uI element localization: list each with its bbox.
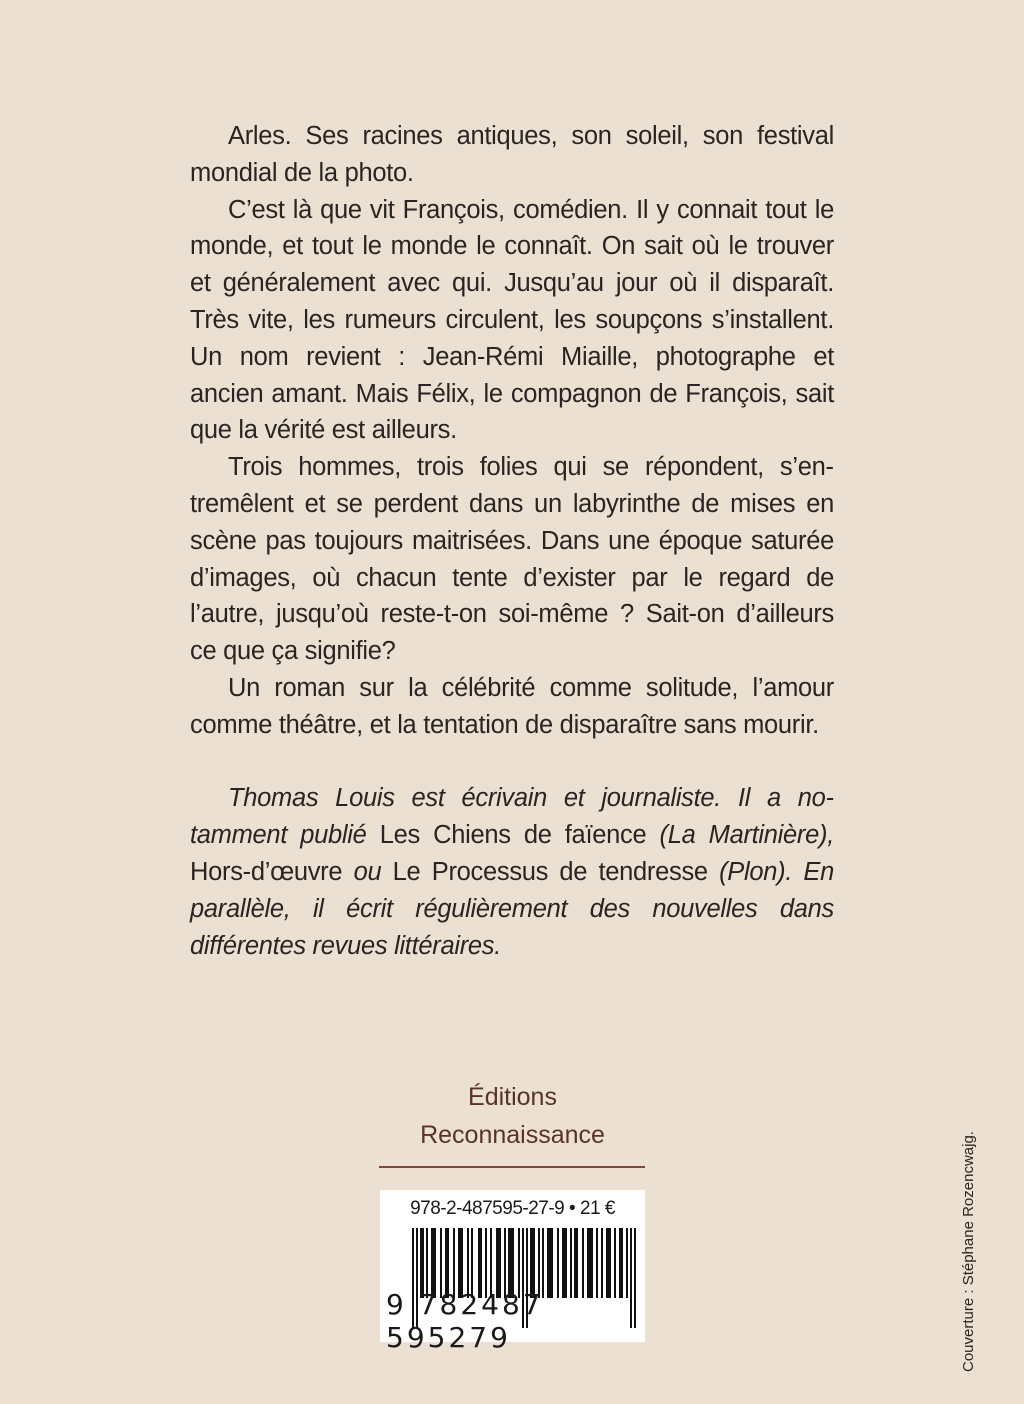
cover-credit: Couverture : Stéphane Rozencwajg. xyxy=(960,1131,977,1372)
bio-text: (Plon). En parallèle, il écrit régulièrement des nouvelles dans différentes revues littéraires. xyxy=(190,857,835,960)
divider xyxy=(379,1166,645,1168)
back-cover-text xyxy=(190,118,834,964)
blurb-paragraph-3: Trois hommes, trois folies qui se répondent, s’entremêlent et se perdent dans un labyrinthe de mises en scène pas toujours maitrisées. Dans une époque saturée d’images, où chacun tente d’exister par le regard de l’autre, jusqu’où reste-t-on soi-même ? Sait-on d’ailleurs ce que ça signifie? xyxy=(190,453,834,666)
bio-text: Thomas Louis est écrivain et journaliste. Il a notamment publié xyxy=(190,784,834,850)
blurb-paragraph-2: C’est là que vit François, comédien. Il y connait tout le monde, et tout le monde le connaît. On sait où le trouver et généralement avec qui. Jusqu’au jour où il disparaît. Très vite, les rumeurs circulent, les soupçons s’installent. Un nom revient : Jean-Rémi Miaille, photographe et ancien amant. Mais Félix, le compagnon de François, sait que la vérité est ailleurs. xyxy=(190,195,834,445)
book-title: Les Chiens de faïence xyxy=(379,821,647,850)
publisher-line-2: Reconnaissance xyxy=(420,1121,605,1149)
bio-text: ou xyxy=(342,857,393,886)
blurb-paragraph-4: Un roman sur la célébrité comme solitude, l’amour comme théâtre, et la tentation de disparaître sans mourir. xyxy=(190,673,834,739)
isbn-price: 978-2-487595-27-9 • 21 € xyxy=(410,1198,615,1219)
bio-text: (La Martinière), xyxy=(646,821,834,850)
publisher-logo xyxy=(380,1078,645,1154)
book-title: Hors-d’œuvre xyxy=(190,857,343,886)
isbn-digits: 9 782487 595279 xyxy=(386,1288,544,1354)
author-bio xyxy=(190,780,834,964)
blurb-paragraph-1: Arles. Ses racines antiques, son soleil, son festival mondial de la photo. xyxy=(190,122,834,187)
publisher-line-1: Éditions xyxy=(468,1083,557,1111)
book-title: Le Processus de tendresse xyxy=(392,857,708,886)
barcode xyxy=(380,1190,645,1354)
